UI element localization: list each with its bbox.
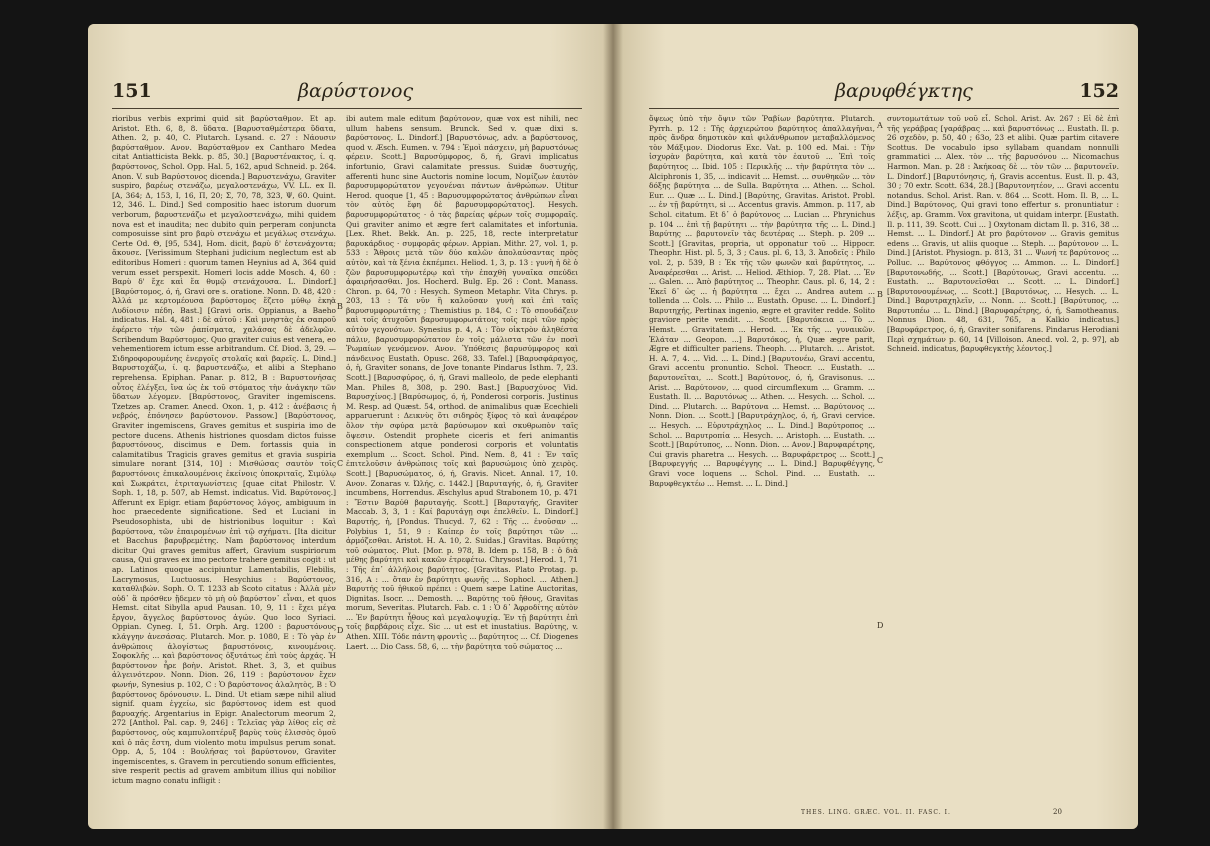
left-page-header (112, 80, 582, 106)
book-gutter (603, 24, 623, 829)
left-column-2 (346, 114, 578, 814)
right-running-head: βαρυφθέγκτης (835, 80, 973, 102)
left-column-2-text: ibi autem male editum βαρύτονον, quæ vox est nihili, nec ullum habens sensum. Brunck. Sed v. quæ dixi s. βαρύστονος. L. Dindorf.] [Βαρυστόνως, adv. a βαρύστονος, quod v. Æsch. Eumen. v. 794 : Ἐμοὶ πάσχειν, μὴ βαρυστόνως φέρειν. Scott.] Βαρυσύμφορος, δ, ή, Gravi implicatus infortunio, Gravi calamitate pressus. Suidæ δυστυχής, afferenti hunc sine Auctoris nomine locum, Νομίζων ἑαυτὸν βαρυσυμφορώτατον γεγονέναι πάντων ἀνθρώπων. Utitur Herod. quoque [1, 45 : Βαρυσυμφορώτατος ἀνθρώπων εἶναι τὸν αὐτὸς ἔφη δὲ βαρυσυμφορώτατος]. Hesych. βαρυσυμφορώτατος · ὁ τὰς βαρείας φέρων τοῖς συμφοραῖς. Qui graviter animo et ægre fert calamitates et infortunia. [Lex. Rhet. Bekk. An. p. 225, 18, recte interpretatur βαρυκάρδιος · συμφορᾶς φέρων. Appian. Mithr. 27, vol. 1, p. 533 : Ἄθροις μετὰ τῶν δύο καλῶν ἀπολαύσαντας πρὸς αὐτὸν, καὶ τὰ ξένια ἐκπέμπει. Heliod. 1, 3, p. 13 : γυνὴ ἡ δὲ ὁ ζῶν βαρυσυμφορωτέρῳ καὶ τὴν ἐπαχθὴ γυναῖκα σπεύδει ἀφαιρήσασθαι. Jos. Hocherd. Bulg. Ep. 26 : Cont. Manass. Chron. p. 64, 70 : Hesych. Symeon Metaphr. Vita Chrys. p. 203, 13 : Τὰ νῦν ἢ καλοῦσαν γυνὴ καὶ ἐπὶ ταῖς βαρυσυμφορωτάτης ; Themistius p. 184, C : Τὸ σπουδάζειν καὶ τοῖς ἀτυχοῦσι βαρυσυμφορωτάτοις τοῖς περὶ τῶν πρὸς αὐτὸν γεγονότων. Synesius p. 4, A : Τὸν οἰκτρὸν ἀληθέστα πάλιν, βαρυσυμφορώτατον ἐν τοῖς μάλιστα τῶν ἐν ποσὶ Ῥωμαίων γενόμενον. Ανον. Ὑπόθεσις βαρυσύμφορος καὶ πάνδεινος Eustath. Opusc. 268, 33. Tafel.] [Βαρυσφάραγος, ὁ, ἡ, Graviter sonans, de Jove tonante Pindarus Isthm. 7, 23. Scott.] [Βαρυσφύρος, ό, ή, Gravi malleolo, de pede elephanti Man. Philes 8, 308, p. 290. Bast.] [Βαρυσχύνος Vid. Βαρυσχίνος.] [Βαρύσωμος, ό, ή, Ponderosi corporis. Justinus M. Resp. ad Quæst. 54, orthod. de animalibus quæ Ecechieli apparuerunt : Δεικνὺς ὅτι σιδηρὸς ξίφος τὸ καὶ ἀναφέρον ὅλον τὴν σφύρα μετὰ βαρύσωμον καὶ σκυθρωπὸν ταῖς ὄψεσιν. Ostendit prophete ciceris et feri animantis conspectionem atque ponderosi corporis et voluntatis exemplum ... Scoct. Schol. Pind. Nem. 8, 41 : Ἐν ταῖς ἐπιτελοῦσιν ἀνθρώποις τοῖς καὶ βαρυσώμοις ὑπὸ χειρὸς. Scott.] [Βαρυσώματος, ό, ή, Gravis. Nicet. Annal. 17, 10. Ανον. Zonaras v. Ὠλής, c. 1442.] [Βαρυταγής, ὁ, ή, Graviter incumbens, Horrendus. Æschylus apud Strabonem 10, p. 471 : Ἔστιν Βαρύθ βαρυταγής. Scott.] [Βαρυταγής, Graviter Maccab. 3, 3, 1 : Καί βαρυτάγῃ σφι ἐπελθεῖν. L. Dindorf.] Βαρυτής, ἡ, [Pondus. Thucyd. 7, 62 : Τῆς ... ἐνοῦσαν ... Polybius 1, 51, 9 : Καίπερ ἐν τοῖς βαρύτησι τῶν ... ἀρμόζεσθαι. Aristot. H. A. 10, 2. Suidas.] Gravitas. Βαρύτης τοῦ σώματος. Plut. [Mor. p. 978, B. Idem p. 158, B : ὁ διὰ μέθης βαρύτητι καὶ κακῶν ἐτρεφέτω. Chrysost.] Herod. 1, 71 : Τῆς ἐπ᾽ ἀλλήλοις βαρύτητος. [Gravitas. Plato Protag. p. 316, A : ... ὅταν ἐν βαρύτητι φωνῆς ... Sophocl. ... Athen.] Βαρυτής τοῦ ἡθικοῦ πρέπει : Quem sæpe Latine Auctoritas, Dignitas. Isocr. ... Demosth. ... Βαρύτης τοῦ ἤθους, Gravitas morum, Severitas. Plutarch. Fab. c. 1 : Ὁ δ᾽ Ἀφροδίτης αὐτὸν ... Ἐν βαρύτητι ἦθους καὶ μεγαλοψυχίᾳ. Ἐν τῇ βαρύτητι ἐπὶ τοῖς βαρβάροις εἶχε. Sic ... ut est et inustatius. Βαρύτης, v. Athen. XIII. Τόδε πάντη φροντὶς ... βαρύτητος ... Cf. Diogenes Laert. ... Dio Cass. 58, 6, ... τὴν βαρύτητα τοῦ σώματος ... (346, 114, 578, 651)
right-section-letter-c: C (877, 456, 884, 465)
left-running-head: βαρύστονος (298, 80, 414, 102)
right-section-letter-d: D (877, 621, 884, 630)
left-header-rule (112, 108, 582, 109)
left-page-number: 151 (112, 80, 152, 102)
right-page (613, 24, 1138, 829)
right-page-number: 152 (1079, 80, 1119, 102)
right-section-letter-a: A (877, 121, 883, 130)
right-column-1-text: ὄψεως ὑπὸ τὴν ὄψιν τῶν Ῥαβίων βαρύτητα. Plutarch. Pyrrh. p. 12 : Τῆς ἀρχιερώτου βαρύτητος ἀπαλλαγῆναι, πρὸς ἄνδρα δημοτικὸν καὶ φιλάνθρωπον μεταβαλλόμενος τὸν Μάξιμον. Diodorus Exc. Vat. p. 100 ed. Mai. : Τὴν ἰσχυρὰν βαρύτητα, καὶ κατὰ τὸν ἑαυτοῦ ... Ἐπὶ τοῖς βαρύτητος ... Ibid. 105 : Περικλῆς ... τὴν βαρύτητα τὸν ... Alciphronis 1, 35, ... indicavit ... Hemst. ... συνθηκῶν ... τὸν δόξης βαρύτητα ... de Sulla. Βαρύτητα ... Athen. ... Schol. Eur. ... Quæ ... L. Dind.] [Βαρύτης, Gravitas. Aristot. Probl. ... ἐν τῇ βαρύτητι, si ... Accentus gravis. Ammon. p. 117, ab Schol. citatum. Et δ᾽ ὁ βαρύτονος ... Lucian ... Phrynichus p. 104 ... ἐπὶ τῇ βαρύτητι ... τὴν βαρύτητα τῆς ... L. Dind.] Βαρύτης ... βαρυτονεῖν τὰς δευτέρας ... Steph. p. 209 ... Scott.] [Gravitas, propria, ut opponatur τοῦ ... Hippocr. Theophr. Hist. pl. 5, 3, 3 ; Caus. pl. 6, 13, 3. Ἀποδεῖς : Philo vol. 2, p. 539, B : Ἐκ τῆς τῶν φωνῶν καὶ βαρύτητος, ... Ἀναφέρεσθαι ... Arist. ... Heliod. Æthiop. 7, 28. Plat. ... Ἐν ... Galen. ... Ἀπὸ βαρύτητος ... Theophr. Caus. pl. 6, 14, 2 : Ἐκεῖ δ᾽ ὡς ... ἡ βαρύτητα ... ἔχει ... Andrea autem ... tollenda ... Cols. ... Philo ... Eustath. Opusc. ... L. Dindorf.] Βαρυτηχής, Pertinax ingenio, ægre et graviter redde. Solito graviore perite vendit. ... Scott. [Βαρυτόκεια ... Τὸ ... Hemst. ... Gravitatem ... Herod. ... Ἐκ τῆς ... γυναικῶν. Ἐλάταν ... Geopon. ...] Βαρυτόκος, ἡ, Quæ ægre parit, Ægre et difficulter pariens. Theoph. ... Plutarch. ... Aristot. H. A. 7, 4. ... Vid. ... L. Dind.] [Βαρυτονέω, Gravi accentu, Gravi accentu pronuntio. Schol. Theocr. ... Eustath. ... βαρυτονεῖται, ... Scott.] Βαρύτονος, ό, ή, Gravisonus. ... Arist. ... Βαρύτονον, ... quod circumflexum ... Gramm. ... Eustath. Il. ... Βαρυτόνως ... Athen. ... Hesych. ... Schol. ... Dind. ... Plutarch. ... Βαρύτονα ... Hemst. ... Βαρύτονος ... Nonn. Dion. ... Scott.] [Βαρυτράχηλος, ό, ή, Gravi cervice. ... Hesych. ... Εὐρυτράχηλος ... L. Dind.] Βαρύτροπος ... Schol. ... Βαρυτροπία ... Hesych. ... Aristoph. ... Eustath. ... Scott.] [Βαρύτυπος, ... Nonn. Dion. ... Ανον.] Βαρυφαρέτρης, Cui gravis pharetra ... Hesych. ... Βαρυφάρετρος ... Scott.] [Βαρυφεγγής ... Βαρυφέγγης ... L. Dind.] Βαρυφθέγγης, Gravi voce loquens ... Schol. Pind. ... Eustath. ... Βαρυφθεγκτέω ... Hemst. ... L. Dind.] (649, 114, 875, 488)
right-page-header (649, 80, 1119, 106)
right-column-1 (649, 114, 875, 804)
signature-footer: THES. LING. GRÆC. VOL. II. FASC. I. (801, 809, 951, 816)
signature-number: 20 (1053, 808, 1062, 816)
left-page (88, 24, 613, 829)
open-book (88, 24, 1138, 829)
left-section-letter-d: D (337, 626, 344, 635)
left-section-letter-b: B (337, 302, 343, 311)
right-header-rule (649, 108, 1119, 109)
left-column-1-text: rioribus verbis exprimi quid sit βαρύσταθμον. Et ap. Aristot. Eth. 6, 8, 8. ὕδατα. [Βαρυσταθμέστερα ὕδατα, Athen. 2, p. 40, C. Plutarch. Lysand. c. 27 : Νάουσιν βαρύσταθμον. Ανον. Βαρύσταθμον ex Cantharo Medea citat Antiatticista Bekk. p. 85, 30.] [Βαρυστένακτος, ί. q. βαρύστονος, Schol. Opp. Hal. 5, 162, apud Schneid. p. 264. Anon. V. sub Βαρύστονος dicenda.] Βαρυστενάχω, Graviter suspiro, βαρέως στενάζω, μεγαλοστενάχω, VV. LL. ex Il. [Α, 364; Δ, 153, I, 16, Π, 20; Σ, 70, 78, 323, Ψ, 60. Quint. 12, 346. L. Dind.] Sed compositio haec istorum duorum verborum, βαρυστενάζω et μεγαλοστενάχω, mihi quidem nova est et inaudita; nec dubito quin perperam conjuncta composuisse sint pro βαρὺ στενάχω et μεγάλως στενάχω. Certe Od. Θ, [95, 534], Hom. dicit, βαρὺ δ' ἐστενάχοντα; ἄκουσε. [Verissimum Stephani judicium neglectum est ab editoribus Homeri : quorum tamen Heynius ad A, 364 quid verum esset perspexit. Homeri locis adde Mosch. 4, 60 : Βαρὺ δ' ἔχε καὶ ἔα θυμῷ στενάχουσα. L. Dindorf.] [Βαρύστομος, ό, ή, Gravi ore s. oratione. Nonn. D. 48, 420 : Ἀλλά με κερτομέουσα βαρύστομος ἔζετο μύθῳ ἑκηὰ Λυδίοισιν πέδη. Bast.] [Gravi oris. Oppianus, a Baeho indicatus. Hal. 4, 481 : δὲ αὐτοῦ : Καὶ μνηστὰς ἐκ σαπροῦ ἐφέρετο τὴν τῶν ῥαπίσματα, χαλάσας δὲ ἀδελφῶν. Scribendum Βαρύστομος. Quo graviter cuius est venera, eo vehementiorem ictum esse arbitrandum. Cf. Diod. 3, 29. — Σιδηροφορουμένης ἐνεργοῖς στολαῖς καὶ βαρεῖς. L. Dind.] Βαρυστοχάζω, ί. q. βαρυστενάζω, et alibi a Stephano reprehensa. Epiphan. Panar. p. 812, B : Βαρυστονήσας οὗτος ἐλέγξει, ἵνα ὡς ἐκ τοῦ στόματος τὴν ἀνάγκην τῶν ὕδατων λέγομεν. [Βαρύστονος, Graviter ingemiscens. Tzetzes ap. Cramer. Anecd. Oxon. 1, p. 412 : ἀνέβασις ἡ νεβρός, ἐπόνησεν βαρύστονον. Passow.] [Βαρύστονος, Graviter ingemiscens, Graves gemitus et suspiria imo de pectore ducens. Athenis histriones quosdam dictos fuisse βαρυστόνους, discimus e Dem. fortassis quia in calamitatibus Tragicis graves gemitus et gravia suspiria simulare norant [314, 10] : Μισθώσας σαυτὸν τοῖς βαρυστόνοις ἐπικαλουμένοις ἐκείνοις ὑποκριταῖς, Σιμύλῳ καὶ Σωκράτει, ἐτριταγωνίστεις [quae citat Philostr. V. Soph. 1, 18, p. 507, ab Hemst. indicatus. Vid. Βαρύτονος.] Afferunt ex Epigr. etiam βαρύστονος λόγος, ambiguum in hoc praecedente significatione. Sed et Luciani in Pseudosophista, ubi de histrionibus loquitur : Καὶ βαρύστονα, τῶν ἐπαιρομένων ἐπὶ τῷ σχήματι. [Ita dicitur et Bacchus βαρυβρεμέτης. Nam βαρύστονος interdum dicitur Qui graves gemitus affert, Gravium suspiriorum causa, Qui graves ex imo pectore trahere gemitus cogit : ut ap. Latinos quoque accipiuntur Lamentabilis, Flebilis, Lacrymosus, Luctuosus. Hesychius : Βαρύστονος, καταθλιβών. Soph. O. T. 1233 ab Scoto citatus : Ἀλλὰ μὲν οὐδ᾽ ἃ πρόσθεν ᾔδεμεν τὸ μὴ οὐ βαρύστον᾽ εἶναι, et quos Hemst. citat Sibylla apud Pausan. 10, 9, 11 : ἔχει μέγα ἔργον, ἄγγελος βαρύστονος ἀγών. Quo loco Syriaci. Oppian. Cyneg. Ι, 51. Orph. Arg. 1200 : βαρυστόνους κλάγγην ἀνεσάσας. Plutarch. Mor. p. 1080, Ε : Τὸ γὰρ ἐν ἀνθρώποις ἀλογίστως βαρυστόνοις, κινουμένοις. Σοφοκλῆς ... καὶ βαρύστονος ὀξυτάτως ἐπὶ τοὺς ἀρχάς. Ἡ βαρύστονον ἦρε βοὴν. Aristot. Rhet. 3, 3, et quibus ἀλγεινότερον. Nonn. Dion. 26, 119 : βαρύστονον ἔχεν φωνήν, Synesius p. 102, C : Ὁ βαρύστονος ἀλαλητὸς, Β : Ὁ βαρύστονος δρόνουσιν. L. Dind. Ut etiam sæpe nihil aliud signif. quam ἐγχείω, sic βαρύστονος idem est quod βαρυαχής. Argentarius in Epigr. Analectorum meorum 2, 272 [Anthol. Pal. cap. 9, 246] : Τελεῖας γὰρ λίθος εἰς σὲ βαρύστονος, οὐς καμπυλοπτέρυξ βαρὺς τοὺς ἐλισσὸς ὁμοῦ καὶ ὁ πᾶς ἔστη, dum violento motu impulsus perum sonat. Opp. A, 5, 104 : Βουλήσας τοὶ βαρύστονον, Graviter ingemiscentes, s. Gravem in percutiendo sonum efficientes, sive resperit pectis ad gravem ambitum illius qui nobilior ictum magno conatu infligit : (112, 114, 336, 785)
left-section-letter-c: C (337, 459, 344, 468)
right-column-2 (887, 114, 1119, 804)
right-section-letter-b: B (877, 290, 883, 299)
left-column-1 (112, 114, 336, 814)
right-column-2-text: συντομωτάτων τοῦ νοῦ εἶ. Schol. Arist. Av. 267 : Εἰ δὲ ἐπὶ τῆς γεράβρας [γαράβρας ... καὶ βαρυστόνως ... Eustath. Il. p. 26 σχεδὸν, p. 50, 40 ; 63ο, 23 et alibi. Quæ partim citavere Scottus. De vocabulo ipso syllabam quandam nonnulli grammatici ... Alex. τὸν ... τῆς βαρυσόνου ... Nicomachus Harmon. Man. p. 28 : Ἀκήκοας δὲ ... τὸν τῶν ... βαρυτονεῖν. L. Dindorf.] [Βαρυτόνησις, ή, Gravis accentus. Eust. Il. p. 43, 30 ; 70 extr. Scott. 634, 28.] [Βαρυτονητέον, ... Gravi accentu notandus. Schol. Arist. Ran. v. 864 ... Scott. Hom. Il. B, ... L. Dind.] Βαρύτονος, Qui gravi tono effertur s. pronuntiatur : λέξις, ap. Gramm. Vox gravitona, ut quidam interpr. [Eustath. Il. p. 111, 39. Scott. Cui ... ] Oxytonam dictam Il. p. 316, 38 ... Hemst. ... L. Dindorf.] At pro βαρύτονον ... Gravis gemitus edens ... Gravis, ut aliis quoque ... Steph. ... βαρύτονον ... L. Dind.] [Aristot. Physiogn. p. 813, 31 ... Ψωνή τε βαρύτονος ... Polluc. ... Βαρύτονος φθόγγος ... Ammon. ... L. Dindorf.] [Βαρυτονωδής, ... Scott.] [Βαρύτονως, Gravi accentu. ... Eustath. ... Βαρυτονεῖσθαι ... Scott. ... L. Dindorf.] [Βαρυτονουμένως, ... Scott.] [Βαρυτόνως, ... Hesych. ... L. Dind.] Βαρυτραχηλεῖν, ... Nonn. ... Scott.] [Βαρύτυπος, ... Βαρυτυπέω ... L. Dind.] [Βαρυφαρέτρης, ό, ή, Samotheanus. Nonnus Dion. 48, 631, 765, a Kalkio indicatus.] [Βαρυφάρετρος, ό, ή, Graviter sonifarens. Pindarus Herodiani Περὶ σχημάτων p. 60, 14 [Villoison. Anecd. vol. 2, p. 97], ab Schneid. indicatus, βαρυφθεγκτὴς λέοντος.] (887, 114, 1119, 354)
